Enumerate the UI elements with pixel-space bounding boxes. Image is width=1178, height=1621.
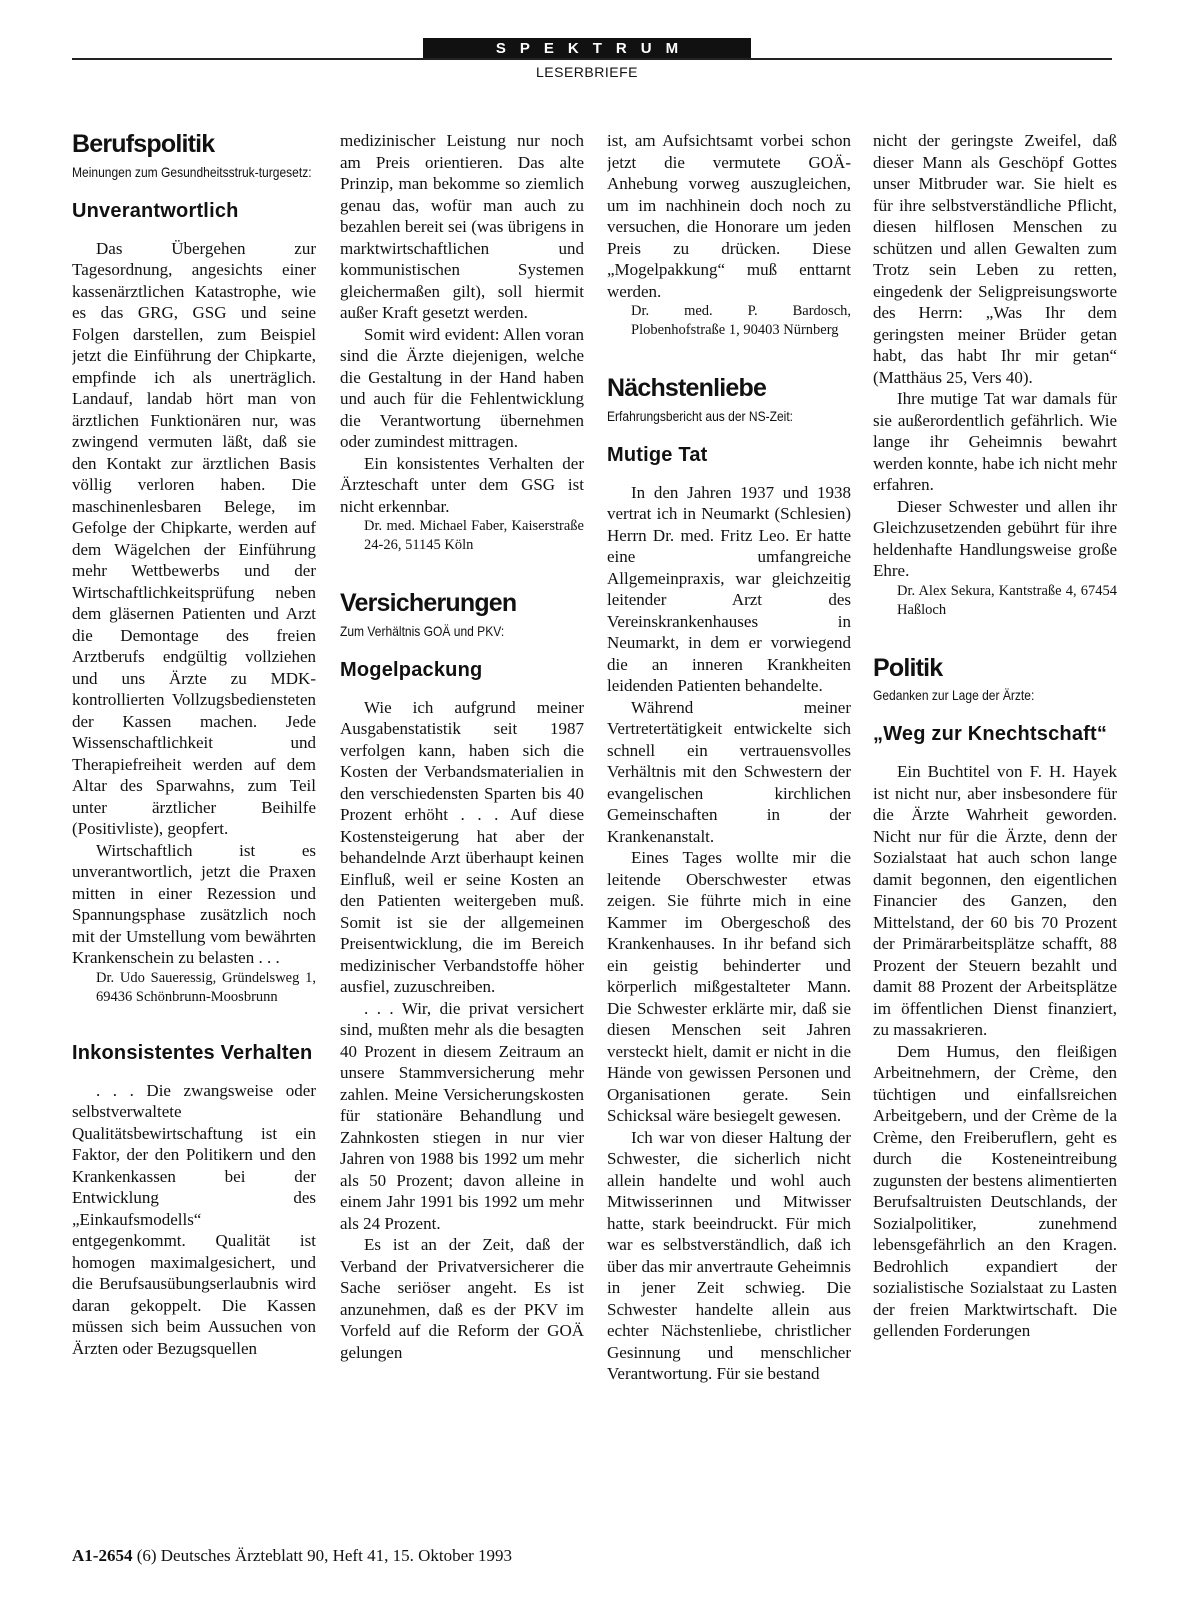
letter-title-mogelpackung: Mogelpackung (340, 658, 483, 681)
letter-title-inkonsistentes-verhalten: Inkonsistentes Verhalten (72, 1041, 313, 1064)
letter-paragraph: Ein Buchtitel von F. H. Hayek ist nicht nur, aber insbesondere für die Ärzte Wahrheit geworden. Nicht nur für die Ärzte, denn der Sozialstaat hat auch schon lange damit begonnen, den eigentlichen Financier des Ganzen, den Mittelstand, der 60 bis 70 Prozent der Primärarbeitsplätze schafft, 88 Prozent der Steuern bezahlt und damit 88 Prozent der Arbeitsplätze im öffentlichen Dienst finanziert, zu massakrieren. (873, 762, 1117, 1040)
letter-title-unverantwortlich: Unverantwortlich (72, 199, 239, 222)
letter-paragraph: Wirtschaftlich ist es unverantwortlich, jetzt die Praxen mitten in einer Rezession und Spannungsphase zusätzlich noch mit der Umstellung vom bewährten Krankenschein zu belasten . . . (72, 840, 316, 968)
section-subtitle: Zum Verhältnis GOÄ und PKV: (340, 622, 505, 639)
section-title-versicherungen: Versicherungen (340, 589, 517, 617)
letter-paragraph: Ich war von dieser Haltung der Schwester, die sicherlich nicht allein handelte und wohl auch Mitwisserinnen und Mitwisser hatte, stark beeindruckt. Für mich war es selbstverständlich, daß ich über das mir anvertraute Geheimnis in jener Zeit schwieg. Die Schwester handelte allein aus echter Nächstenliebe, christlicher Gesinnung und menschlicher Verantwortung. Für sie bestand (607, 1127, 851, 1384)
letter-paragraph: In den Jahren 1937 und 1938 vertrat ich in Neumarkt (Schlesien) Herrn Dr. med. Fritz Leo. Er hatte eine umfangreiche Allgemeinpraxis, war gleichzeitig leitender Arzt des Vereinskrankenhauses in Neumarkt, in dem er vorwiegend die an inneren Krankheiten leidenden Patienten behandelte. (607, 482, 851, 696)
letter-paragraph: Wie ich aufgrund meiner Ausgabenstatistik seit 1987 verfolgen kann, haben sich die Kosten der Verbandsmaterialien in den verschiedensten Sparten bis 40 Prozent erhöht . . . Auf diese Kostensteigerung hat aber der behandelnde Arzt überhaupt keinen Einfluß, weil er seine Kosten an den Patienten weitergeben muß. Somit ist sie der allgemeinen Preisentwicklung, die im Bereich medizinischer Verbandstoffe höher ausfiel, zuzuschreiben. (340, 697, 584, 997)
page-code: A1-2654 (72, 1546, 133, 1565)
letter-signature: Dr. Alex Sekura, Kantstraße 4, 67454 Haßloch (897, 582, 1117, 618)
letter-paragraph: Somit wird evident: Allen voran sind die Ärzte diejenigen, welche die Gestaltung in der Hand haben und auch für die Fehlentwicklung die Verantwortung übernehmen oder zumindest mittragen. (340, 324, 584, 451)
section-subtitle: Meinungen zum Gesundheitsstruk-turgesetz: (72, 163, 312, 180)
letter-paragraph: Eines Tages wollte mir die leitende Oberschwester etwas zeigen. Sie führte mich in eine Kammer im Obergeschoß des Krankenhauses. In ihr befand sich ein geistig behinderter und körperlich mißgestalteter Mann. Die Schwester erklärte mir, daß sie diesen Menschen seit Jahren versteckt hielt, damit er nicht in die Hände von gewissen Personen und Organisationen gerate. Sein Schicksal wäre besiegelt gewesen. (607, 848, 851, 1126)
letter-paragraph: Ihre mutige Tat war damals für sie außerordentlich gefährlich. Wie lange ihr Geheimnis bewahrt werden konnte, habe ich nicht mehr erfahren. (873, 389, 1117, 494)
column-2 (340, 130, 584, 1525)
letter-paragraph: . . . Die zwangsweise oder selbstverwaltete Qualitätsbewirtschaftung ist ein Faktor, der den Politikern und den Krankenkassen bei der Entwicklung des „Einkaufsmodells“ entgegenkommt. Qualität ist homogen maximalgesichert, und die Berufsausübungserlaubnis wird daran gekoppelt. Die Kassen müssen sich beim Aussuchen von Ärzten oder Bezugsquellen (72, 1080, 316, 1358)
section-banner: SPEKTRUM (423, 38, 751, 60)
section-title-naechstenliebe: Nächstenliebe (607, 374, 767, 402)
letter-paragraph: nicht der geringste Zweifel, daß dieser Mann als Geschöpf Gottes unser Mitbruder war. Sie hielt es für ihre selbstverständliche Pflicht, diesen hilflosen Menschen zu schützen und allen Gewalten zum Trotz sein Leben zu retten, eingedenk der Seligpreisungsworte des Herrn: „Was Ihr dem geringsten meiner Brüder getan habt, das habt Ihr mir getan“ (Matthäus 25, Vers 40). (873, 131, 1117, 387)
letter-paragraph: medizinischer Leistung nur noch am Preis orientieren. Das alte Prinzip, man bekomme so ziemlich genau das, wofür man auch zu bezahlen bereit sei (was übrigens in marktwirtschaftlichen und kommunistischen Systemen gleichermaßen gilt), soll hiermit außer Kraft gesetzt werden. (340, 131, 584, 322)
column-4 (873, 130, 1117, 1525)
section-title-politik: Politik (873, 653, 943, 682)
letter-signature: Dr. med. Michael Faber, Kaiserstraße 24-26, 51145 Köln (364, 518, 584, 553)
subsection-label: LESERBRIEFE (536, 64, 638, 80)
column-1 (72, 130, 316, 1525)
column-3 (607, 130, 851, 1525)
letter-paragraph: . . . Wir, die privat versichert sind, mußten mehr als die besagten 40 Prozent in diesem Zeitraum an unsere Stammversicherung mehr zahlen. Meine Versicherungskosten für stationäre Behandlung und Zahnkosten stiegen in nur vier Jahren von 1988 bis 1992 um mehr als 50 Prozent; davon alleine in einem Jahr 1991 bis 1992 um mehr als 24 Prozent. (340, 998, 584, 1233)
letter-paragraph: ist, am Aufsichtsamt vorbei schon jetzt die vermutete GOÄ-Anhebung vorweg auszugleichen, um im nachhinein doch noch zu versuchen, die Honorare um jeden Preis zu drücken. Diese „Mogelpakkung“ muß enttarnt werden. (607, 131, 851, 301)
section-subtitle: Gedanken zur Lage der Ärzte: (873, 687, 1035, 704)
letter-paragraph: Ein konsistentes Verhalten der Ärzteschaft unter dem GSG ist nicht erkennbar. (340, 453, 584, 516)
page-footer (72, 1546, 512, 1566)
header-rule (72, 58, 1112, 60)
letter-signature: Dr. med. P. Bardosch, Plobenhofstraße 1, 90403 Nürnberg (631, 303, 851, 338)
letter-title-weg-zur-knechtschaft: „Weg zur Knechtschaft“ (873, 723, 1108, 746)
letter-title-mutige-tat: Mutige Tat (607, 443, 708, 466)
letter-paragraph: Dieser Schwester und allen ihr Gleichzusetzenden gebührt für ihre heldenhafte Handlungsweise große Ehre. (873, 496, 1117, 580)
letter-paragraph: Dem Humus, den fleißigen Arbeitnehmern, der Crème, den tüchtigen und einfallsreichen Arbeitgebern, und der Crème de la Crème, den Freiberuflern, geht es durch die Kosteneintreibung zugunsten der bestens alimentierten Berufsaltruisten Deutschlands, der Sozialpolitiker, zunehmend lebensgefährlich an den Kragen. Bedrohlich expandiert der sozialistische Sozialstaat zu Lasten der freien Marktwirtschaft. Die gellenden Forderungen (873, 1041, 1117, 1341)
letter-paragraph: Während meiner Vertretertätigkeit entwickelte sich schnell ein vertrauensvolles Verhältnis mit den Schwestern der evangelischen kirchlichen Gemeinschaften in der Krankenanstalt. (607, 697, 851, 846)
section-subtitle: Erfahrungsbericht aus der NS-Zeit: (607, 407, 794, 424)
letter-signature: Dr. Udo Saueressig, Gründelsweg 1, 69436 Schönbrunn-Moosbrunn (96, 969, 316, 1005)
letter-paragraph: Das Übergehen zur Tagesordnung, angesichts einer kassenärztlichen Katastrophe, wie es das GRG, GSG und seine Folgen darstellen, zum Beispiel jetzt die Einführung der Chipkarte, empfinde ich als unerträglich. Landauf, landab hört man von ärztlichen Funktionären nur, was zwingend vermuten läßt, daß sie den Kontakt zur ärztlichen Basis völlig verloren haben. Die maschinenlesbaren Belege, im Gefolge der Chipkarte, werden auf dem Wägelchen der Einführung mehr Wettbewerbs und der Wirtschaftlichkeitsprüfung neben dem gläsernen Patienten und Arzt die Demontage des freien Arztberufs endgültig vollziehen und uns Ärzte zu MDK-kontrollierten Vollzugsbediensteten der Kassen machen. Jede Wissenschaftlichkeit und Therapiefreiheit werden auf dem Altar des Sparwahns, zum Teil unter ärztlicher Beihilfe (Positivliste), geopfert. (72, 238, 316, 839)
letter-paragraph: Es ist an der Zeit, daß der Verband der Privatversicherer die Sache seriöser angeht. Es ist anzunehmen, daß es der PKV im Vorfeld auf die Reform der GOÄ gelungen (340, 1235, 584, 1362)
publication-line: (6) Deutsches Ärzteblatt 90, Heft 41, 15. Oktober 1993 (136, 1546, 513, 1565)
section-title-berufspolitik: Berufspolitik (72, 130, 215, 158)
